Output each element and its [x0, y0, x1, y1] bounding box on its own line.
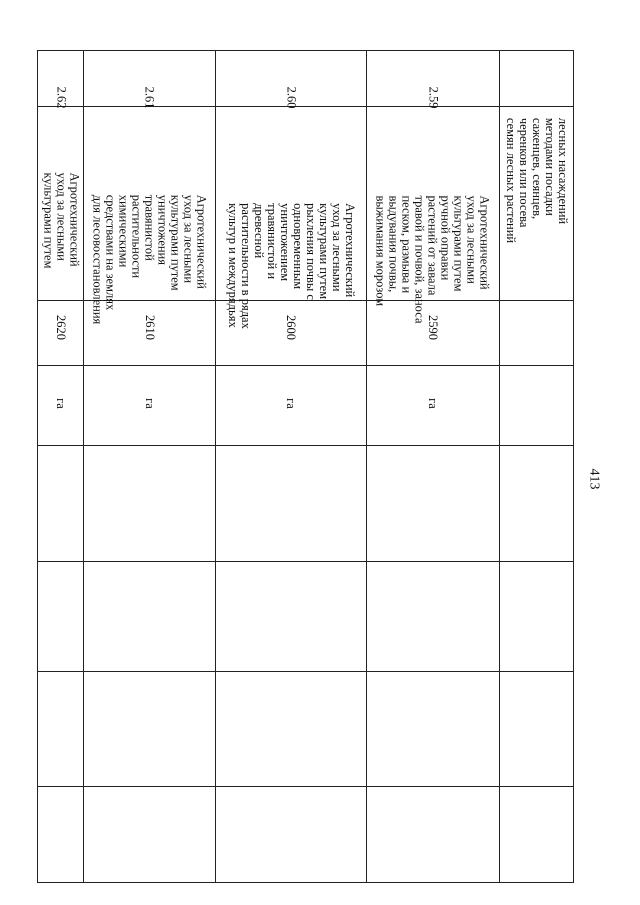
row-code: 2610	[142, 315, 157, 340]
table-divider	[38, 365, 573, 366]
row-unit: га	[284, 398, 298, 409]
page-number: 413	[586, 468, 601, 490]
row-number: 2.60	[284, 86, 298, 109]
table-divider	[83, 51, 84, 882]
row-code: 2620	[54, 315, 68, 340]
row-unit: га	[54, 398, 68, 409]
row-unit: га	[426, 398, 440, 409]
table-row-desc: Агротехнический уход за лесными культурами путем рыхления почвы с одновременным уничтожением травянистой и древесной растительности в рядах культур и междурядьях	[225, 203, 357, 329]
table-divider	[366, 51, 367, 882]
row-number: 2.59	[426, 86, 440, 109]
table-divider	[38, 561, 573, 562]
table-divider	[38, 786, 573, 787]
table-divider	[215, 51, 216, 882]
row-code: 2600	[284, 315, 298, 340]
table-divider	[38, 671, 573, 672]
table-divider	[38, 445, 573, 446]
table-row-desc: лесных насаждений методами посадки саженцев, сеянцев, черенков или посева семян лесных растений	[504, 117, 571, 244]
table-row-desc: Агротехнический уход за лесными культурами путем ручной оправки растений от завала травой и почвой, заноса песком, размыва и выдувания почвы, выжимания морозом	[373, 195, 492, 324]
row-number: 2.61	[142, 86, 157, 109]
rotated-table	[37, 50, 574, 883]
row-number: 2.62	[54, 86, 68, 109]
table-row-desc: Агротехнический уход за лесными культурами путем	[41, 172, 81, 269]
row-unit: га	[142, 398, 157, 409]
row-code: 2590	[426, 315, 440, 340]
table-row-desc: Агротехнический уход за лесными культурами путем уничтожения травянистой растительности химическими средствами на землях для лесовосстановления	[90, 194, 209, 325]
